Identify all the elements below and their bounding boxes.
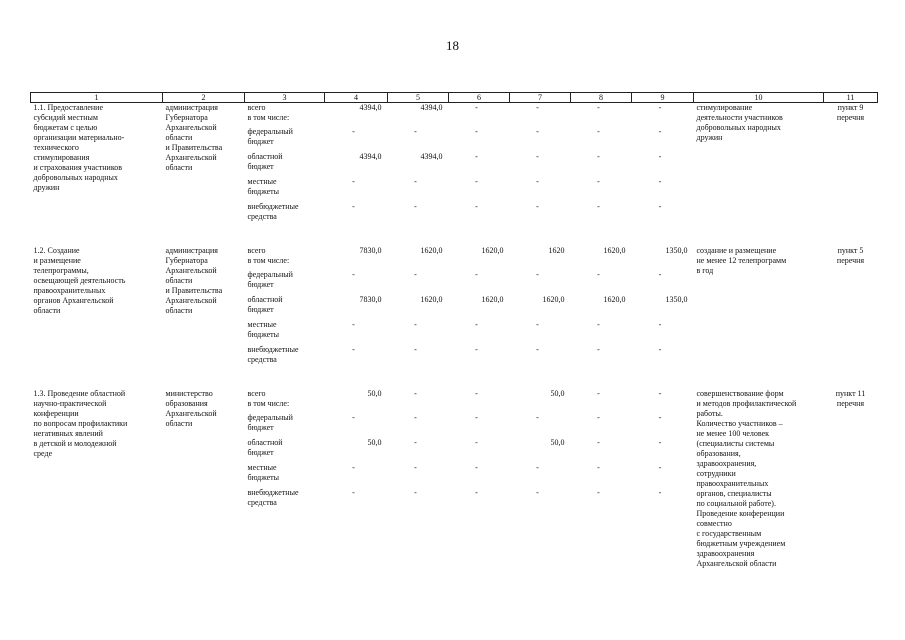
item-line: органов Архангельской [33, 295, 114, 305]
budget-source-line: в том числе: [247, 398, 290, 408]
list-reference [824, 389, 878, 569]
budget-sources [245, 389, 325, 569]
item-line: добровольных народных [33, 173, 118, 182]
budget-source-line: областной [247, 294, 283, 304]
executor-line: министерство [165, 388, 213, 398]
item-line: по вопросам профилактики [33, 418, 128, 428]
amount-value: - [597, 269, 600, 279]
result-line: не менее 12 телепрограмм [696, 255, 787, 265]
amount-value: - [352, 127, 355, 136]
item-description [31, 389, 163, 569]
amount-value: - [597, 177, 600, 186]
amount-value [572, 399, 626, 413]
expected-result [694, 246, 824, 389]
amount-value: - [658, 487, 662, 497]
amount-value: - [597, 319, 600, 329]
budget-source-line: всего [247, 388, 266, 398]
executor-line: Губернатора [165, 255, 208, 265]
amount-value: - [536, 103, 539, 112]
amount-value: - [658, 177, 662, 186]
amount-value: - [658, 412, 662, 422]
amount-value: - [536, 344, 539, 354]
result-line: здравоохранения, [696, 458, 757, 468]
amount-column-9 [632, 103, 694, 246]
budget-source-line: внебюджетные [247, 344, 299, 354]
amount-value [511, 399, 565, 413]
executor [163, 389, 245, 569]
amount-value: - [414, 319, 417, 329]
budget-source [248, 246, 324, 256]
amount-column-6 [449, 389, 510, 569]
amount-value: - [475, 103, 478, 112]
amount-value: - [597, 437, 600, 447]
amount-value: - [536, 462, 539, 472]
result-line: создание и размещение [696, 245, 777, 255]
budget-source [248, 177, 324, 202]
amount-value: - [352, 412, 355, 422]
amount-column-8 [571, 103, 632, 246]
amount-value: 1350,0 [665, 245, 688, 255]
result-line: работы. [696, 408, 723, 418]
result-line: здравоохранения [696, 548, 755, 558]
table-row [31, 246, 878, 389]
item-line: дружин [33, 183, 60, 192]
amount-value: 4394,0 [359, 103, 382, 112]
amount-value: - [536, 319, 539, 329]
amount-value [572, 113, 626, 127]
budget-source-line: бюджеты [247, 329, 280, 339]
budget-source-line: бюджет [247, 279, 274, 289]
amount-value [326, 113, 382, 127]
amount-value: 1620,0 [481, 294, 504, 304]
amount-value: - [536, 177, 539, 186]
amount-value: - [536, 152, 539, 161]
executor-line: области [165, 418, 193, 428]
item-line: области [33, 305, 61, 315]
result-line: дружин [696, 133, 723, 142]
amount-value [450, 399, 504, 413]
amount-value [511, 113, 565, 127]
budget-source-line: бюджет [247, 447, 274, 457]
result-line: с государственным [696, 528, 762, 538]
amount-value: - [475, 462, 478, 472]
amount-value: - [414, 462, 417, 472]
amount-value: 50,0 [367, 437, 382, 447]
item-line: и размещение [33, 255, 81, 265]
amount-value: - [352, 344, 355, 354]
item-description [31, 246, 163, 389]
budget-source-line: внебюджетные [247, 487, 299, 497]
column-header-8: 8 [571, 93, 632, 103]
amount-value [633, 399, 688, 413]
list-reference [824, 103, 878, 246]
column-header-1: 1 [31, 93, 163, 103]
page-number: 18 [446, 38, 459, 53]
amount-value: - [475, 319, 478, 329]
amount-value: 50,0 [367, 388, 382, 398]
item-line: 1.2. Создание [33, 245, 80, 255]
budget-source-line: средства [247, 212, 277, 221]
executor [163, 246, 245, 389]
amount-value [450, 256, 504, 270]
amount-column-8 [571, 246, 632, 389]
amount-value: 1620 [548, 245, 565, 255]
amount-value: - [352, 177, 355, 186]
amount-value [326, 399, 382, 413]
budget-source-line: областной [247, 152, 283, 161]
amount-value: - [414, 437, 417, 447]
table-row [31, 389, 878, 569]
amount-value: - [352, 319, 355, 329]
item-line: стимулирования [33, 153, 90, 162]
amount-column-9 [632, 389, 694, 569]
amount-value: 1620,0 [542, 294, 565, 304]
amount-column-8 [571, 389, 632, 569]
amount-value: - [475, 437, 478, 447]
executor-line: Архангельской [165, 123, 217, 132]
amount-column-7 [510, 103, 571, 246]
budget-source-line: бюджеты [247, 472, 280, 482]
item-line: бюджетам с целью [33, 123, 98, 132]
amount-column-7 [510, 246, 571, 389]
amount-value: - [597, 388, 600, 398]
amount-value: - [414, 202, 417, 211]
amount-column-5 [388, 103, 449, 246]
executor-line: Губернатора [165, 113, 208, 122]
amount-column-4 [325, 103, 388, 246]
executor-line: Архангельской [165, 153, 217, 162]
result-line: образования, [696, 448, 741, 458]
amount-value: - [414, 269, 417, 279]
amount-column-4 [325, 246, 388, 389]
amount-value: - [658, 152, 662, 161]
item-line: правоохранительных [33, 285, 106, 295]
budget-source [248, 345, 324, 370]
item-line: технического [33, 143, 79, 152]
budget-sources [245, 103, 325, 246]
budget-source-line: средства [247, 354, 277, 364]
executor-line: Архангельской [165, 265, 217, 275]
amount-value: - [414, 412, 417, 422]
column-header-11: 11 [824, 93, 878, 103]
amount-value [389, 399, 443, 413]
budget-source-line: всего [247, 245, 266, 255]
result-line: совместно [696, 518, 732, 528]
result-line: бюджетным учреждением [696, 538, 786, 548]
table-row [31, 103, 878, 246]
amount-value: - [475, 127, 478, 136]
amount-value: 4394,0 [420, 152, 443, 161]
budget-source [248, 152, 324, 177]
amount-value: - [597, 103, 600, 112]
column-header-6: 6 [449, 93, 510, 103]
executor-line: и Правительства [165, 143, 223, 152]
budget-source-line: местные [247, 462, 277, 472]
budget-source [248, 389, 324, 399]
amount-value: 1620,0 [603, 294, 626, 304]
result-line: по социальной работе). [696, 498, 776, 508]
amount-value: 7830,0 [359, 245, 382, 255]
amount-value [572, 256, 626, 270]
amount-value: - [536, 412, 539, 422]
item-line: негативных явлений [33, 428, 103, 438]
result-line: деятельности участников [696, 113, 783, 122]
result-line: добровольных народных [696, 123, 781, 132]
executor-line: и Правительства [165, 285, 223, 295]
amount-value: - [352, 487, 355, 497]
amount-column-5 [388, 389, 449, 569]
amount-value: - [597, 202, 600, 211]
amount-value: - [475, 177, 478, 186]
result-line: и методов профилактической [696, 398, 797, 408]
executor-line: Архангельской [165, 295, 217, 305]
result-line: сотрудники [696, 468, 736, 478]
amount-value [511, 256, 565, 270]
budget-source-line: бюджет [247, 422, 274, 432]
item-line: субсидий местным [33, 113, 98, 122]
item-line: и страхования участников [33, 163, 123, 172]
amount-value: - [475, 388, 478, 398]
budget-source-line: бюджеты [247, 187, 280, 196]
amount-value: - [414, 388, 417, 398]
executor-line: области [165, 275, 193, 285]
budget-source-line: бюджет [247, 137, 274, 146]
reference-line: пункт 9 [837, 103, 864, 112]
amount-value: - [536, 487, 539, 497]
expected-result [694, 389, 824, 569]
column-header-4: 4 [325, 93, 388, 103]
amount-value: - [536, 269, 539, 279]
reference-line: перечня [836, 113, 865, 122]
column-header-9: 9 [632, 93, 694, 103]
budget-source-line: бюджет [247, 162, 274, 171]
executor-line: области [165, 163, 193, 172]
budget-source [248, 399, 324, 413]
amount-value: 50,0 [550, 437, 565, 447]
budget-source [248, 463, 324, 488]
budget-source-line: федеральный [247, 127, 293, 136]
reference-line: пункт 11 [835, 388, 866, 398]
amount-column-5 [388, 246, 449, 389]
budget-source [248, 270, 324, 295]
list-reference [824, 246, 878, 389]
amount-value: - [658, 462, 662, 472]
item-line: в детской и молодежной [33, 438, 117, 448]
item-line: конференции [33, 408, 79, 418]
amount-value: - [658, 388, 662, 398]
amount-value: - [597, 152, 600, 161]
amount-value: - [414, 344, 417, 354]
column-header-2: 2 [163, 93, 245, 103]
amount-column-6 [449, 103, 510, 246]
item-description [31, 103, 163, 246]
budget-source-line: областной [247, 437, 283, 447]
budget-source-line: бюджет [247, 304, 274, 314]
budget-source-line: в том числе: [247, 255, 290, 265]
amount-value: - [352, 462, 355, 472]
amount-value [389, 256, 443, 270]
item-line: 1.3. Проведение областной [33, 388, 126, 398]
amount-value: - [475, 344, 478, 354]
amount-value [633, 113, 688, 127]
amount-value: 1620,0 [420, 294, 443, 304]
amount-value: - [658, 437, 662, 447]
amount-value: - [597, 487, 600, 497]
amount-value [389, 113, 443, 127]
budget-source [248, 488, 324, 513]
amount-value: - [658, 127, 662, 136]
executor-line: администрация [165, 103, 218, 112]
budget-source-line: всего [247, 103, 266, 112]
reference-line: перечня [836, 255, 865, 265]
amount-value: - [597, 127, 600, 136]
result-line: органов, специалисты [696, 488, 772, 498]
result-line: совершенствование форм [696, 388, 784, 398]
amount-value: - [536, 127, 539, 136]
budget-source [248, 113, 324, 127]
budget-source [248, 320, 324, 345]
amount-value: - [658, 103, 662, 112]
executor-line: Архангельской [165, 408, 217, 418]
table-header-row [31, 93, 878, 103]
budget-source-line: в том числе: [247, 113, 290, 122]
amount-column-7 [510, 389, 571, 569]
item-line: освещающей деятельность [33, 275, 126, 285]
amount-value: 4394,0 [420, 103, 443, 112]
budget-source [248, 256, 324, 270]
executor [163, 103, 245, 246]
executor-line: образования [165, 398, 208, 408]
budget-source-line: местные [247, 319, 277, 329]
result-line: Количество участников – [696, 418, 783, 428]
amount-value: - [475, 202, 478, 211]
item-line: 1.1. Предоставление [33, 103, 104, 112]
amount-value: 4394,0 [359, 152, 382, 161]
expected-result [694, 103, 824, 246]
budget-source-line: федеральный [247, 412, 293, 422]
column-header-7: 7 [510, 93, 571, 103]
amount-value: - [475, 412, 478, 422]
amount-value: - [658, 202, 662, 211]
amount-value [326, 256, 382, 270]
amount-value: 50,0 [550, 388, 565, 398]
column-header-3: 3 [245, 93, 325, 103]
item-line: телепрограммы, [33, 265, 89, 275]
budget-source-line: внебюджетные [247, 202, 299, 211]
amount-value: 1620,0 [603, 245, 626, 255]
amount-value: - [414, 127, 417, 136]
executor-line: области [165, 305, 193, 315]
amount-value: 1620,0 [420, 245, 443, 255]
budget-source-line: средства [247, 497, 277, 507]
budget-source [248, 295, 324, 320]
item-line: среде [33, 448, 53, 458]
amount-column-4 [325, 389, 388, 569]
amount-value: - [475, 487, 478, 497]
amount-value: - [414, 177, 417, 186]
amount-value: - [414, 487, 417, 497]
result-line: Проведение конференции [696, 508, 785, 518]
budget-source [248, 202, 324, 227]
amount-value: - [475, 152, 478, 161]
amount-value: - [597, 412, 600, 422]
reference-line: пункт 5 [837, 245, 864, 255]
amount-value: 1350,0 [665, 294, 688, 304]
amount-value [450, 113, 504, 127]
budget-source-line: федеральный [247, 269, 293, 279]
budget-source [248, 438, 324, 463]
budget-source-line: местные [247, 177, 277, 186]
amount-value: - [352, 202, 355, 211]
executor-line: области [165, 133, 193, 142]
amount-value: - [597, 344, 600, 354]
result-line: не менее 100 человек [696, 428, 770, 438]
amount-value [633, 256, 688, 270]
budget-source [248, 413, 324, 438]
amount-column-9 [632, 246, 694, 389]
result-line: (специалисты системы [696, 438, 775, 448]
reference-line: перечня [836, 398, 865, 408]
result-line: стимулирование [696, 103, 753, 112]
amount-value: - [658, 319, 662, 329]
executor-line: администрация [165, 245, 218, 255]
result-line: в год [696, 265, 714, 275]
budget-sources [245, 246, 325, 389]
amount-value: - [475, 269, 478, 279]
amount-value: - [658, 344, 662, 354]
amount-value: 7830,0 [359, 294, 382, 304]
amount-value: - [658, 269, 662, 279]
item-line: научно-практической [33, 398, 107, 408]
program-table [30, 92, 878, 569]
result-line: Архангельской области [696, 558, 777, 568]
column-header-5: 5 [388, 93, 449, 103]
result-line: правоохранительных [696, 478, 769, 488]
amount-value: - [597, 462, 600, 472]
amount-value: - [352, 269, 355, 279]
column-header-10: 10 [694, 93, 824, 103]
amount-column-6 [449, 246, 510, 389]
budget-source [248, 103, 324, 113]
item-line: организации материально- [33, 133, 125, 142]
budget-source [248, 127, 324, 152]
amount-value: - [536, 202, 539, 211]
amount-value: 1620,0 [481, 245, 504, 255]
